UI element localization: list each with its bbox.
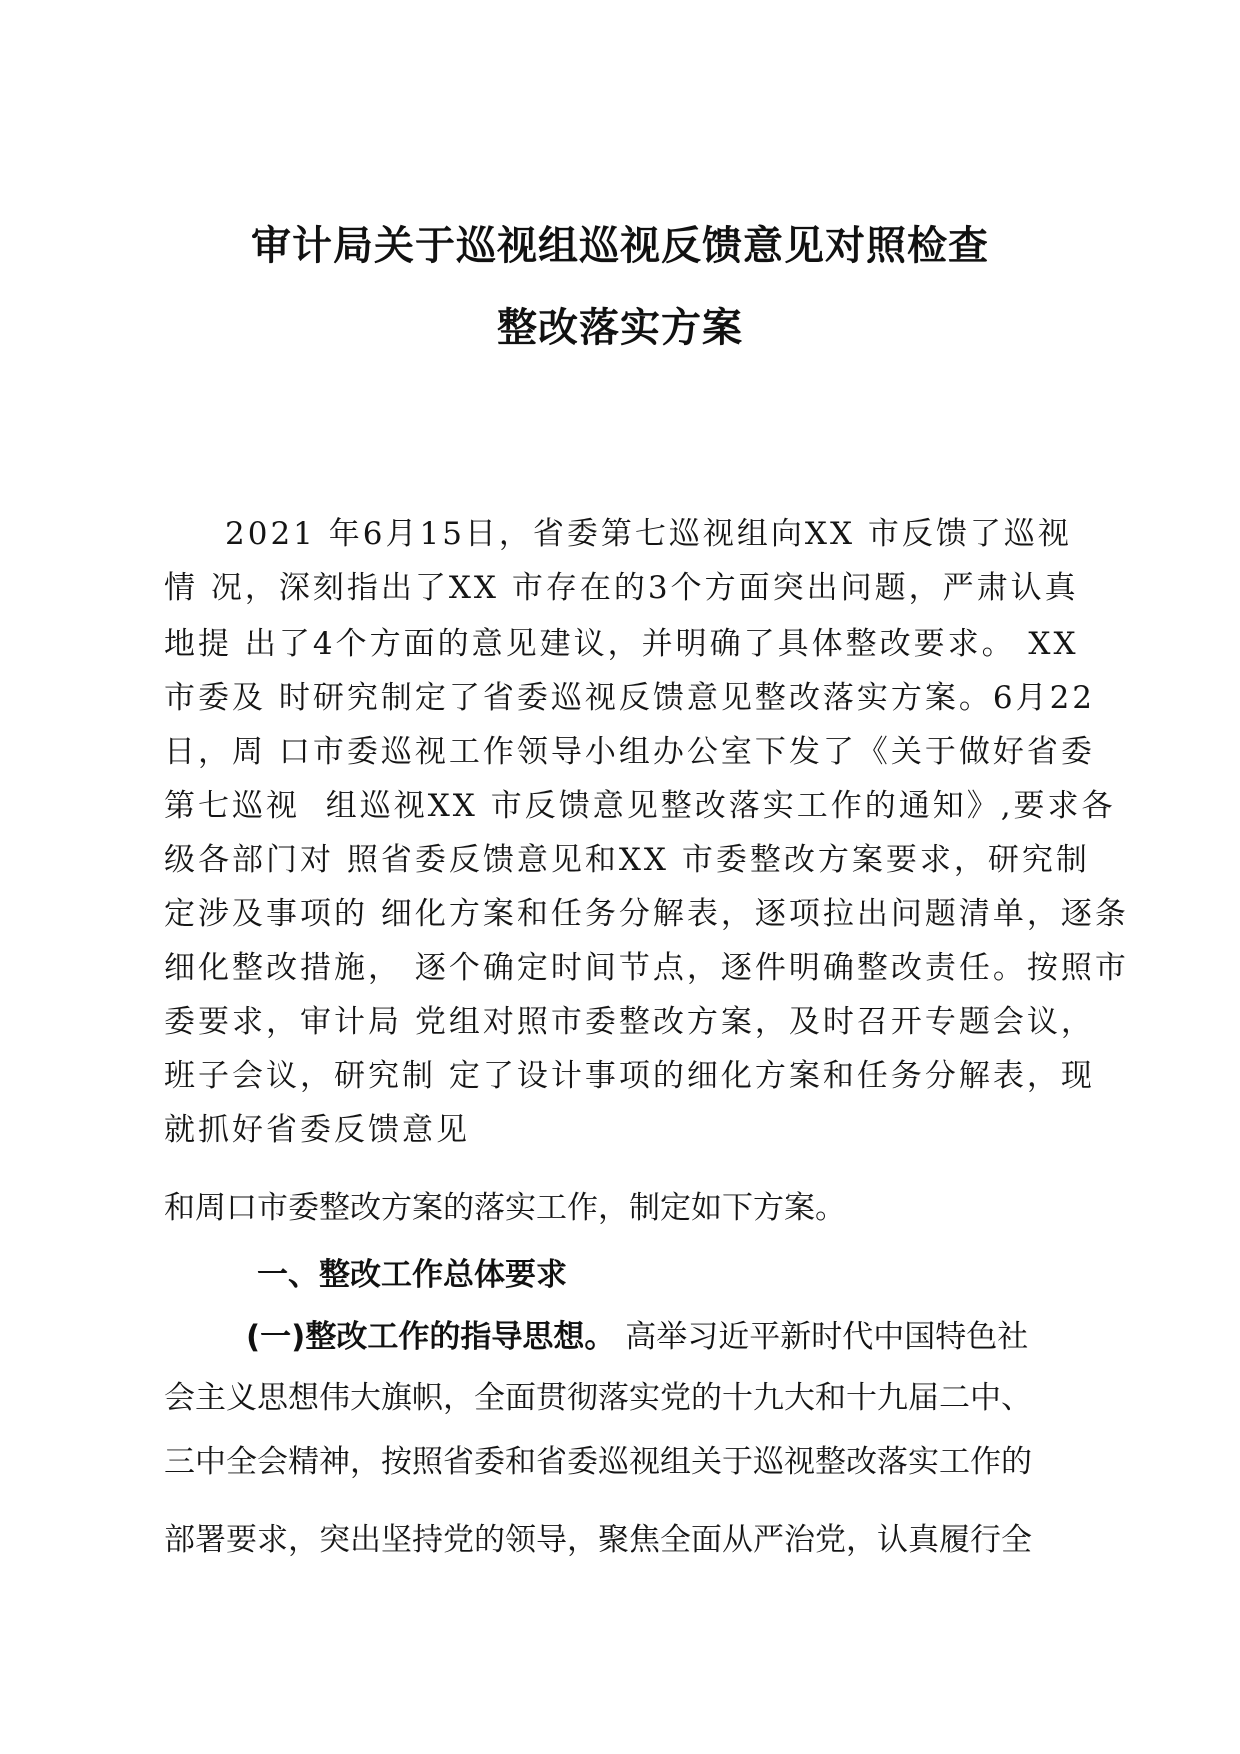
- subsection-line-4: 部署要求，突出坚持党的领导，聚焦全面从严治党，认真履行全: [164, 1522, 1032, 1558]
- intro-line-3: 地提 出了4个方面的意见建议，并明确了具体整改要求。 XX: [164, 626, 1079, 662]
- subsection-first-line: [246, 1317, 1028, 1357]
- subsection-line-2: 会主义思想伟大旗帜，全面贯彻落实党的十九大和十九届二中、: [164, 1380, 1032, 1416]
- intro-line-11: 班子会议，研究制 定了设计事项的细化方案和任务分解表，现: [164, 1058, 1095, 1094]
- intro-line-10: 委要求，审计局 党组对照市委整改方案，及时召开专题会议，: [164, 1004, 1095, 1040]
- intro-line-5: 日，周 口市委巡视工作领导小组办公室下发了《关于做好省委: [164, 734, 1095, 770]
- intro-line-8: 定涉及事项的 细化方案和任务分解表，逐项拉出问题清单，逐条: [164, 896, 1129, 932]
- intro-line-2: 情 况，深刻指出了XX 市存在的3个方面突出问题，严肃认真: [164, 570, 1079, 606]
- document-title-line-2: 整改落实方案: [497, 305, 743, 351]
- closing-line: 和周口市委整改方案的落实工作，制定如下方案。: [164, 1190, 846, 1226]
- subsection-line-3: 三中全会精神，按照省委和省委巡视组关于巡视整改落实工作的: [164, 1444, 1032, 1480]
- subsection-first-line-text: 高举习近平新时代中国特色社: [615, 1319, 1029, 1355]
- section-heading: 一、整改工作总体要求: [257, 1257, 567, 1293]
- intro-line-1: 2021 年6月15日，省委第七巡视组向XX 市反馈了巡视: [225, 516, 1072, 552]
- intro-line-7: 级各部门对 照省委反馈意见和XX 市委整改方案要求，研究制: [164, 842, 1090, 878]
- intro-line-6: 第七巡视 组巡视XX 市反馈意见整改落实工作的通知》,要求各: [164, 788, 1116, 824]
- intro-line-12: 就抓好省委反馈意见: [164, 1112, 470, 1148]
- subsection-title: (一)整改工作的指导思想。: [246, 1319, 616, 1355]
- intro-line-4: 市委及 时研究制定了省委巡视反馈意见整改落实方案。6月22: [164, 680, 1096, 716]
- document-title-line-1: 审计局关于巡视组巡视反馈意见对照检查: [251, 223, 989, 269]
- intro-line-9: 细化整改措施， 逐个确定时间节点，逐件明确整改责任。按照市: [164, 950, 1129, 986]
